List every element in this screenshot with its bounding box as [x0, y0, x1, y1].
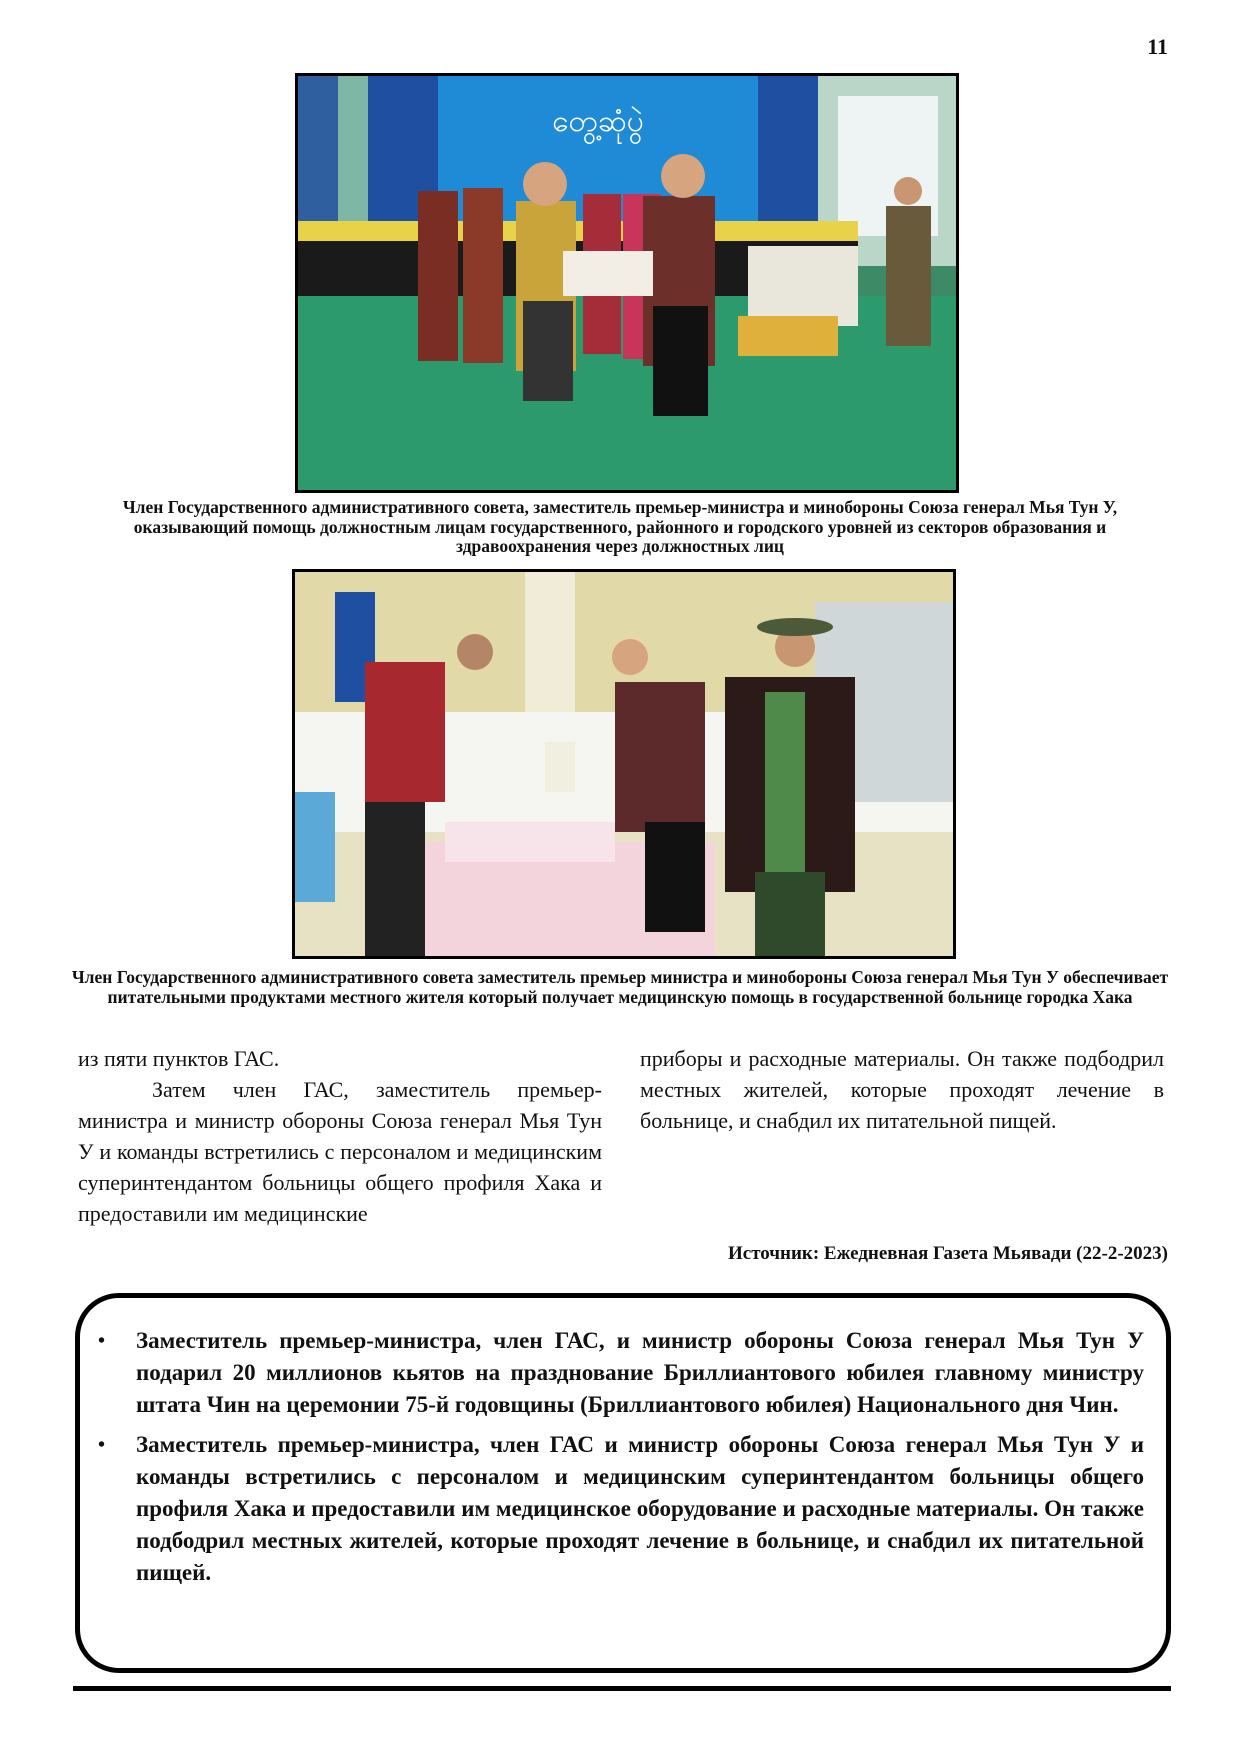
source-citation: Источник: Ежедневная Газета Мьявади (22-2-2023): [728, 1243, 1168, 1264]
summary-item: [98, 1325, 1144, 1421]
article-paragraph: из пяти пунктов ГАС.: [78, 1046, 280, 1071]
hospital-photo: [292, 569, 956, 959]
bottom-divider: [73, 1686, 1171, 1691]
bullet-icon: •: [98, 1330, 106, 1352]
photo1-caption: Член Государственного административного совета, заместитель премьер-министра и минобороны Союза генерал Мья Тун У, оказывающий помощь должностным лицам государственного, районного и городского уровней из секторов образования и здравоохранения через должностных лиц: [122, 497, 1118, 556]
ceremony-photo-illustration: [298, 76, 956, 490]
banner-text: တွေ့ဆုံပွဲ: [552, 104, 644, 139]
summary-list: [80, 1298, 1166, 1589]
summary-item-text: Заместитель премьер-министра, член ГАС, и министр обороны Союза генерал Мья Тун У подарил 20 миллионов кьятов на празднование Бриллиантового юбилея главному министру штата Чин на церемонии 75-й годовщины (Бриллиантового юбилея) Национального дня Чин.: [136, 1328, 1144, 1417]
ceremony-photo: [295, 73, 959, 493]
bullet-icon: •: [98, 1434, 106, 1456]
photo2-caption: Член Государственного административного совета заместитель премьер министра и минобороны Союза генерал Мья Тун У обеспечивает питательными продуктами местного жителя который получает медицинскую помощь в государственной больнице городка Хака: [71, 967, 1169, 1007]
summary-item: [98, 1429, 1144, 1589]
summary-box: [75, 1293, 1171, 1673]
article-paragraph: Затем член ГАС, заместитель премьер-министра и министр обороны Союза генерал Мья Тун У и команды встретились с персоналом и медицинским суперинтендантом больницы общего профиля Хака и предоставили им медицинские: [78, 1077, 602, 1226]
summary-item-text: Заместитель премьер-министра, член ГАС и министр обороны Союза генерал Мья Тун У и команды встретились с персоналом и медицинским суперинтендантом больницы общего профиля Хака и предоставили им медицинское оборудование и расходные материалы. Он также подбодрил местных жителей, которые проходят лечение в больнице, и снабдил их питательной пищей.: [136, 1432, 1144, 1585]
page-number: 11: [1147, 34, 1168, 59]
article-left-column: [78, 1043, 602, 1229]
article-right-column: [640, 1043, 1164, 1136]
hospital-photo-illustration: [295, 572, 953, 956]
article-paragraph: приборы и расходные материалы. Он также подбодрил местных жителей, которые проходят лечение в больнице, и снабдил их питательной пищей.: [640, 1046, 1164, 1133]
